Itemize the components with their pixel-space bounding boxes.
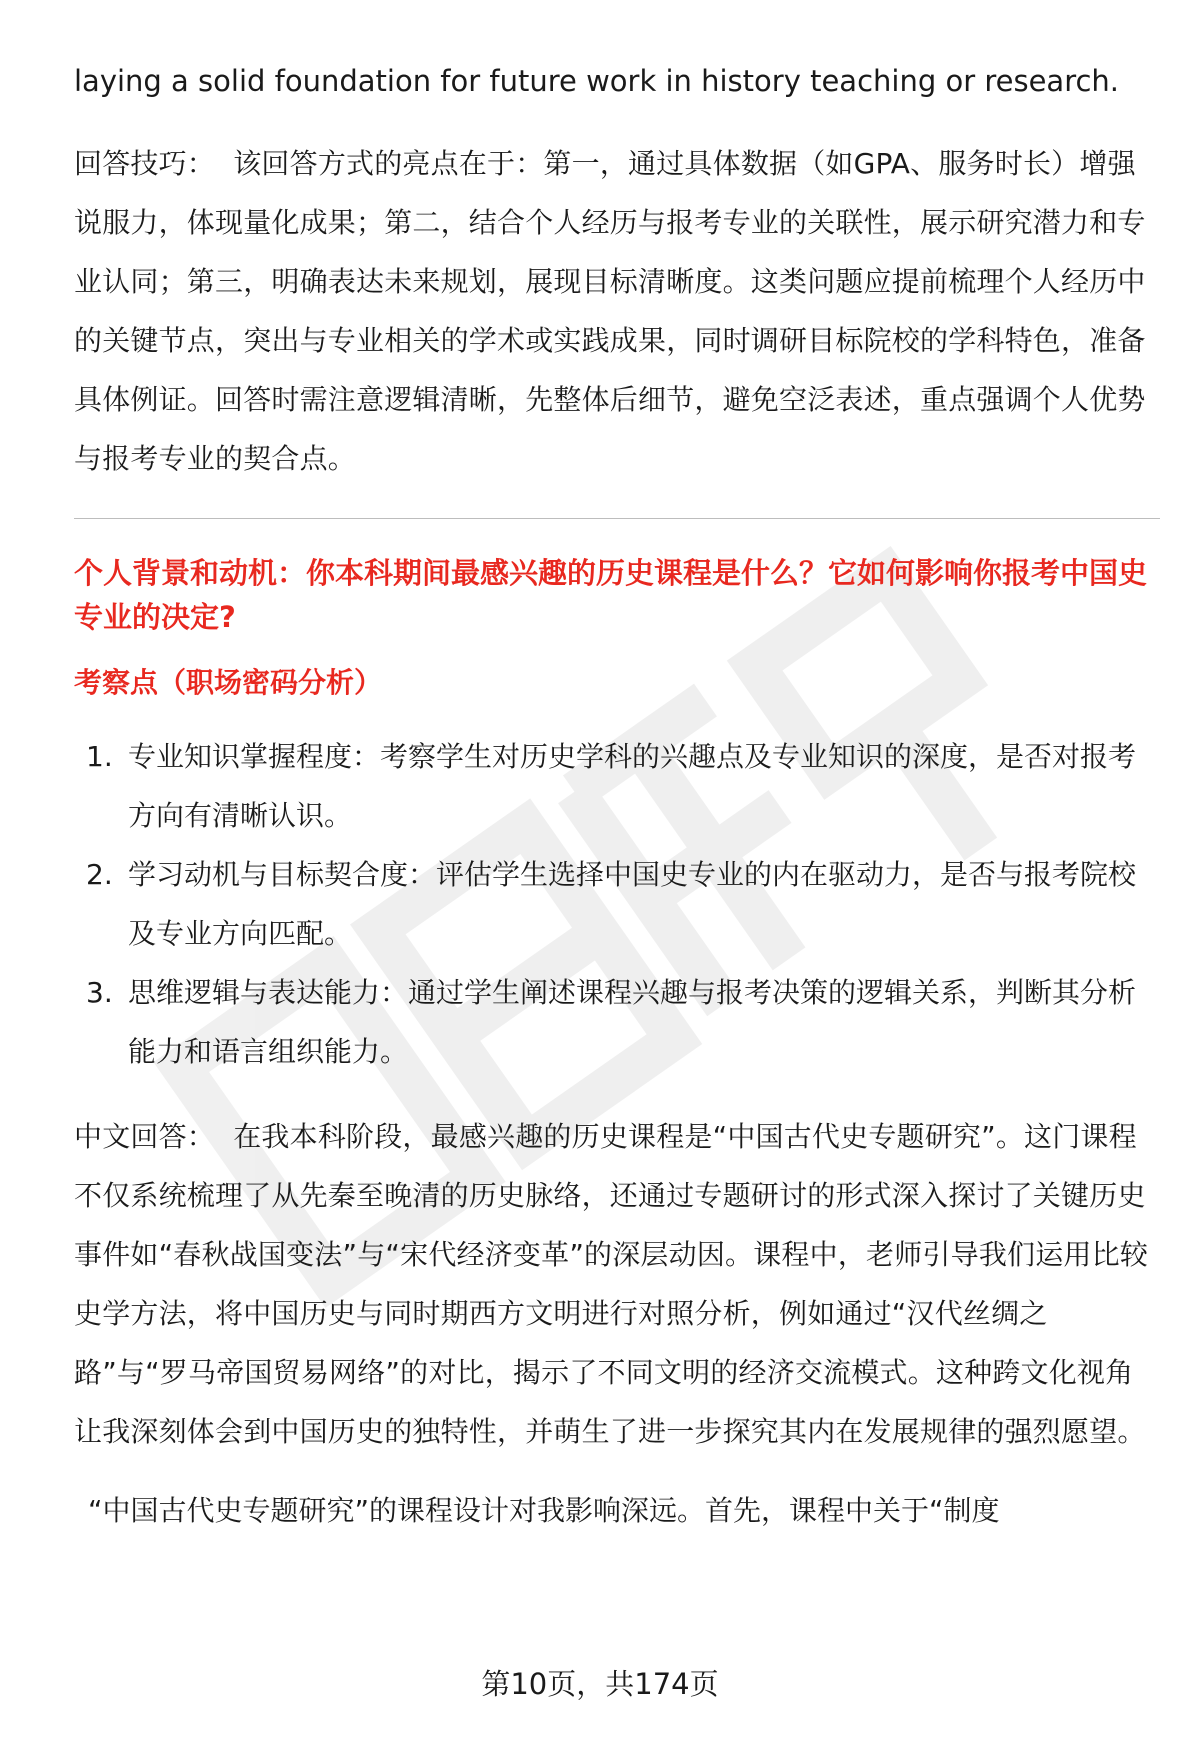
page-footer: 第10页，共174页: [481, 1667, 719, 1701]
list-item: [74, 727, 1160, 845]
intro-english-text: laying a solid foundation for future work in history teaching or research.: [74, 64, 1120, 98]
answer-text: 在我本科阶段，最感兴趣的历史课程是“中国古代史专题研究”。这门课程不仅系统梳理了从先秦至晚清的历史脉络，还通过专题研讨的形式深入探讨了关键历史事件如“春秋战国变法”与“宋代经济变革”的深层动因。课程中，老师引导我们运用比较史学方法，将中国历史与同时期西方文明进行对照分析，例如通过“汉代丝绸之路”与“罗马帝国贸易网络”的对比，揭示了不同文明的经济交流模式。这种跨文化视角让我深刻体会到中国历史的独特性，并萌生了进一步探究其内在发展规律的强烈愿望。: [74, 1120, 1149, 1448]
focus-heading: 考察点（职场密码分析）: [74, 666, 383, 699]
list-item: [74, 845, 1160, 963]
section-divider: [74, 518, 1160, 519]
list-item-text: 学习动机与目标契合度：评估学生选择中国史专业的内在驱动力，是否与报考院校及专业方向匹配。: [128, 858, 1137, 950]
focus-list: [74, 727, 1160, 1081]
list-item-number: 2.: [86, 858, 113, 891]
answer-continuation: “中国古代史专题研究”的课程设计对我影响深远。首先，课程中关于“制度: [88, 1494, 1000, 1527]
list-item-text: 思维逻辑与表达能力：通过学生阐述课程兴趣与报考决策的逻辑关系，判断其分析能力和语言组织能力。: [128, 976, 1137, 1068]
list-item: [74, 963, 1160, 1081]
list-item-number: 1.: [86, 740, 113, 773]
document-page: [74, 56, 1160, 1540]
question-heading: 个人背景和动机：你本科期间最感兴趣的历史课程是什么？它如何影响你报考中国史专业的决定?: [74, 556, 1148, 634]
tips-label: 回答技巧：: [74, 147, 216, 180]
answer-label: 中文回答：: [74, 1120, 216, 1153]
list-item-number: 3.: [86, 976, 113, 1009]
tips-paragraph: [74, 134, 1160, 488]
answer-paragraph: [74, 1107, 1160, 1461]
list-item-text: 专业知识掌握程度：考察学生对历史学科的兴趣点及专业知识的深度，是否对报考方向有清晰认识。: [128, 740, 1137, 832]
tips-text: 该回答方式的亮点在于：第一，通过具体数据（如GPA、服务时长）增强说服力，体现量化成果；第二，结合个人经历与报考专业的关联性，展示研究潜力和专业认同；第三，明确表达未来规划，展现目标清晰度。这类问题应提前梳理个人经历中的关键节点，突出与专业相关的学术或实践成果，同时调研目标院校的学科特色，准备具体例证。回答时需注意逻辑清晰，先整体后细节，避免空泛表述，重点强调个人优势与报考专业的契合点。: [74, 147, 1146, 475]
